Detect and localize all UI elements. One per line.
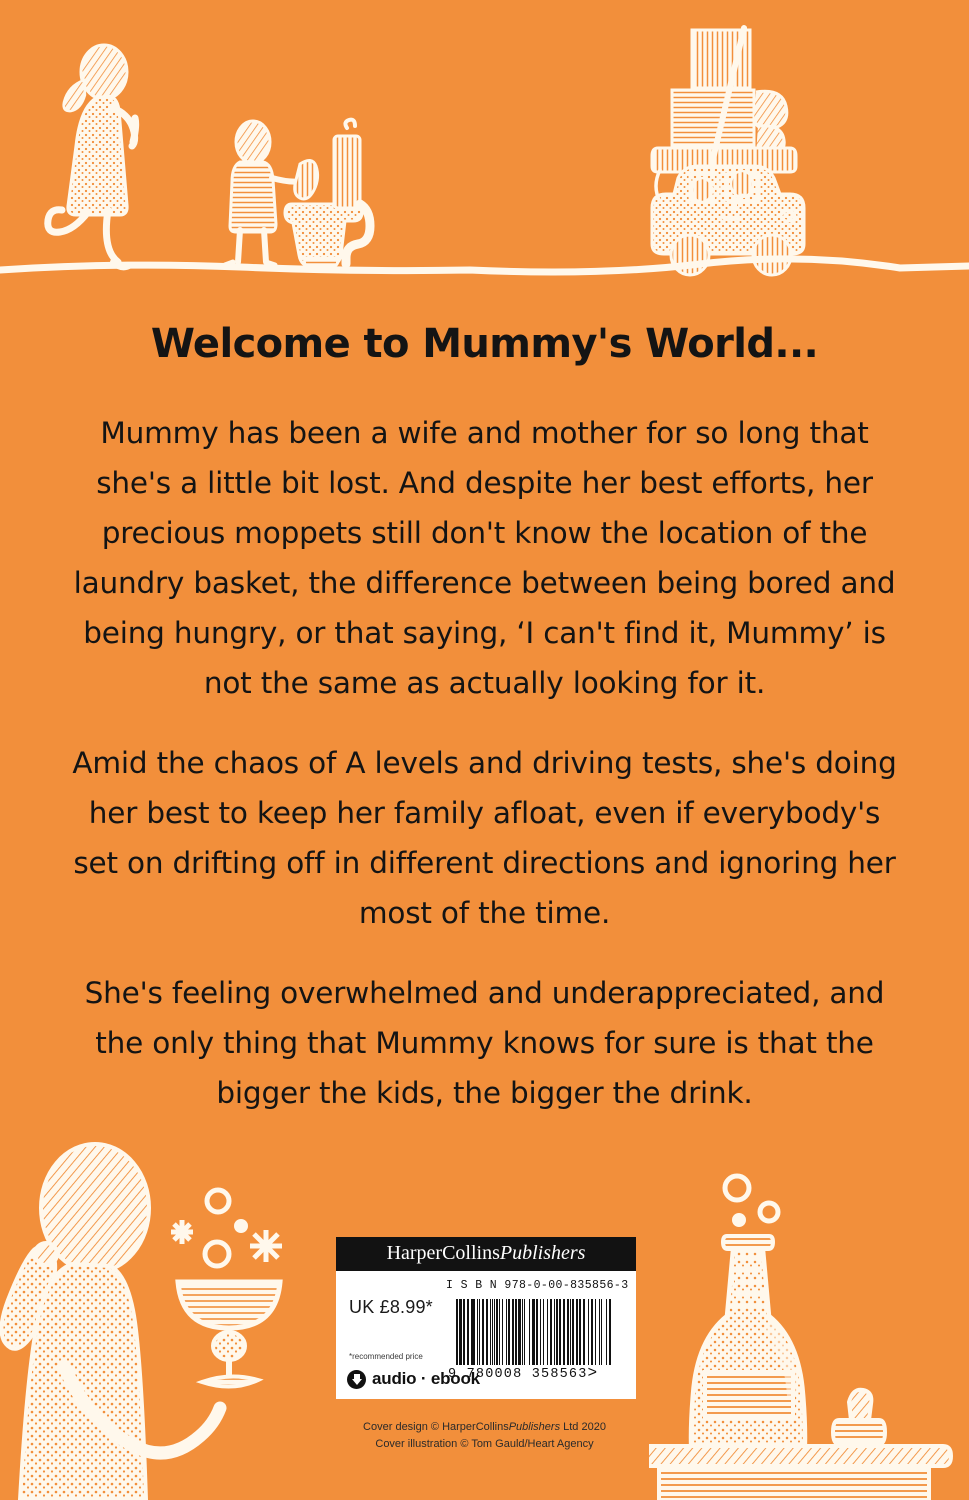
champagne-coupe-icon (178, 1282, 280, 1387)
barcode-body (336, 1271, 636, 1399)
publisher-name: HarperCollins (386, 1242, 500, 1264)
barcode-bars (456, 1299, 612, 1365)
sparkles-icon (171, 1190, 282, 1266)
top-illustration-strip (0, 0, 969, 300)
barcode-number: 9 780008 358563 (448, 1367, 588, 1382)
recommended-price-note: *recommended price (349, 1352, 423, 1361)
wavy-ground-line (0, 259, 969, 272)
barcode-panel (336, 1237, 636, 1399)
blurb-paragraph: Amid the chaos of A levels and driving tests, she's doing her best to keep her family afloat, even if everybody's set on drifting off in different directions and ignoring her most of the time. (72, 746, 897, 930)
audio-ebook-label: audio · ebook (372, 1369, 480, 1388)
credits-block (0, 1419, 969, 1453)
design-credit-prefix: Cover design © HarperCollins (363, 1421, 509, 1433)
design-credit-italic: Publishers (508, 1421, 561, 1433)
barcode-terminator: > (587, 1364, 599, 1382)
cover-design-credit (0, 1419, 969, 1436)
table-icon (649, 1446, 951, 1500)
page-title: Welcome to Mummy's World... (150, 321, 819, 367)
publisher-band (336, 1237, 636, 1271)
blurb-paragraph: She's feeling overwhelmed and underappreciated, and the only thing that Mummy knows for sure is that the bigger the kids, the bigger the drink. (84, 976, 885, 1110)
overloaded-car-figure (652, 28, 804, 275)
design-credit-suffix: Ltd 2020 (560, 1421, 606, 1433)
publisher-suffix: Publishers (499, 1242, 586, 1264)
bubbles-icon (725, 1176, 778, 1225)
cover-illustration-credit: Cover illustration © Tom Gauld/Heart Agency (375, 1438, 594, 1450)
blurb-paragraph: Mummy has been a wife and mother for so long that she's a little bit lost. And despite her best efforts, her precious moppets still don't know the location of the laundry basket, the difference between being bored and being hungry, or that saying, ‘I can't find it, Mummy’ is not the same as actually looking for it. (73, 416, 896, 700)
barcode-digits (448, 1364, 620, 1382)
harpercollins-logo (387, 1242, 586, 1264)
child-at-toilet-figure (225, 120, 370, 267)
download-arrow-icon (347, 1370, 366, 1389)
running-woman-figure (48, 45, 136, 267)
price-label: UK £8.99* (349, 1297, 433, 1317)
blurb-text (72, 408, 897, 1118)
isbn-label: I S B N 978-0-00-835856-3 (446, 1279, 629, 1292)
